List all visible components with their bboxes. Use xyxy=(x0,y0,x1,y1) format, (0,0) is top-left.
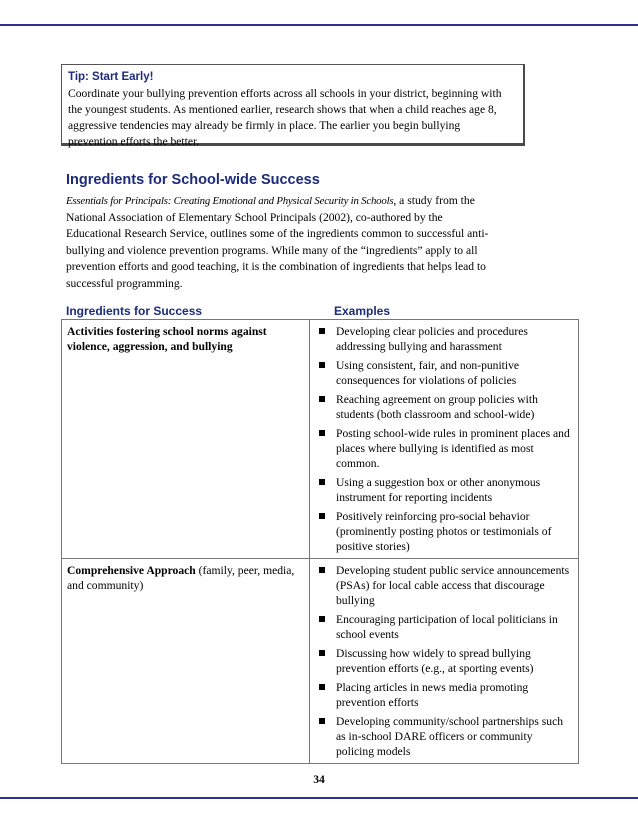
list-item xyxy=(315,358,573,388)
example-text: Reaching agreement on group policies with students (both classroom and school-wide) xyxy=(336,393,538,421)
bottom-rule xyxy=(0,797,638,799)
intro-line: , a study from the xyxy=(393,194,475,207)
square-bullet-icon xyxy=(319,616,325,622)
intro-line: Educational Research Service, outlines some of the ingredients common to successful anti- xyxy=(66,227,489,240)
list-item xyxy=(315,646,573,676)
list-item xyxy=(315,324,573,354)
examples-list xyxy=(315,324,573,554)
example-text: Positively reinforcing pro-social behavior (prominently posting photos or testimonials of positive stories) xyxy=(336,510,552,553)
list-item xyxy=(315,563,573,608)
square-bullet-icon xyxy=(319,650,325,656)
intro-line: prevention efforts and good teaching, it is the combination of ingredients that helps lead to xyxy=(66,260,486,273)
square-bullet-icon xyxy=(319,328,325,334)
example-text: Encouraging participation of local politicians in school events xyxy=(336,613,558,641)
square-bullet-icon xyxy=(319,479,325,485)
examples-cell xyxy=(310,320,579,559)
square-bullet-icon xyxy=(319,513,325,519)
list-item xyxy=(315,714,573,759)
square-bullet-icon xyxy=(319,567,325,573)
intro-line: National Association of Elementary School Principals (2002), co-authored by the xyxy=(66,210,443,224)
tip-box xyxy=(61,64,525,146)
tip-line: prevention efforts the better. xyxy=(68,135,200,148)
tip-line: the youngest students. As mentioned earlier, research shows that when a child reaches age 8, xyxy=(68,103,497,116)
list-item xyxy=(315,509,573,554)
ingredient-name: Comprehensive Approach xyxy=(67,564,196,577)
example-text: Using a suggestion box or other anonymous instrument for reporting incidents xyxy=(336,476,541,504)
square-bullet-icon xyxy=(319,684,325,690)
list-item xyxy=(315,426,573,471)
list-item xyxy=(315,612,573,642)
example-text: Developing student public service announcements (PSAs) for local cable access that discourage bullying xyxy=(336,564,570,607)
intro-line: successful programming. xyxy=(66,276,183,290)
top-rule xyxy=(0,24,638,26)
list-item xyxy=(315,680,573,710)
examples-list xyxy=(315,563,573,759)
ingredient-name: Activities fostering school norms against violence, aggression, and bullying xyxy=(67,325,267,353)
square-bullet-icon xyxy=(319,362,325,368)
example-text: Developing clear policies and procedures addressing bullying and harassment xyxy=(336,325,528,353)
column-header-examples: Examples xyxy=(334,304,391,318)
ingredient-cell xyxy=(62,559,310,764)
list-item xyxy=(315,392,573,422)
page-number: 34 xyxy=(313,773,325,786)
intro-line: bullying and violence prevention programs. While many of the “ingredients” apply to all xyxy=(66,243,478,257)
tip-line: aggressive tendencies may already be firmly in place. The earlier you begin bullying xyxy=(68,119,461,132)
square-bullet-icon xyxy=(319,430,325,436)
section-title: Ingredients for School-wide Success xyxy=(66,172,320,188)
example-text: Posting school-wide rules in prominent places and places where bullying is identified as most common. xyxy=(336,427,570,470)
list-item xyxy=(315,475,573,505)
intro-paragraph xyxy=(66,193,536,292)
column-header-ingredients: Ingredients for Success xyxy=(66,304,203,318)
tip-line: Coordinate your bullying prevention efforts across all schools in your district, beginning with xyxy=(68,87,502,100)
square-bullet-icon xyxy=(319,718,325,724)
example-text: Using consistent, fair, and non-punitive consequences for violations of policies xyxy=(336,359,520,387)
square-bullet-icon xyxy=(319,396,325,402)
tip-title: Tip: Start Early! xyxy=(68,71,154,83)
table-row xyxy=(62,559,579,764)
table-row xyxy=(62,320,579,559)
ingredient-cell xyxy=(62,320,310,559)
example-text: Discussing how widely to spread bullying prevention efforts (e.g., at sporting events) xyxy=(336,647,534,675)
intro-study-title: Essentials for Principals: Creating Emotional and Physical Security in Schools xyxy=(66,195,394,207)
example-text: Placing articles in news media promoting prevention efforts xyxy=(336,681,529,709)
ingredient-detail: (family, peer, media, and community) xyxy=(67,564,295,592)
examples-cell xyxy=(310,559,579,764)
example-text: Developing community/school partnerships such as in-school DARE officers or community policing models xyxy=(336,715,564,758)
ingredients-table xyxy=(61,319,579,764)
